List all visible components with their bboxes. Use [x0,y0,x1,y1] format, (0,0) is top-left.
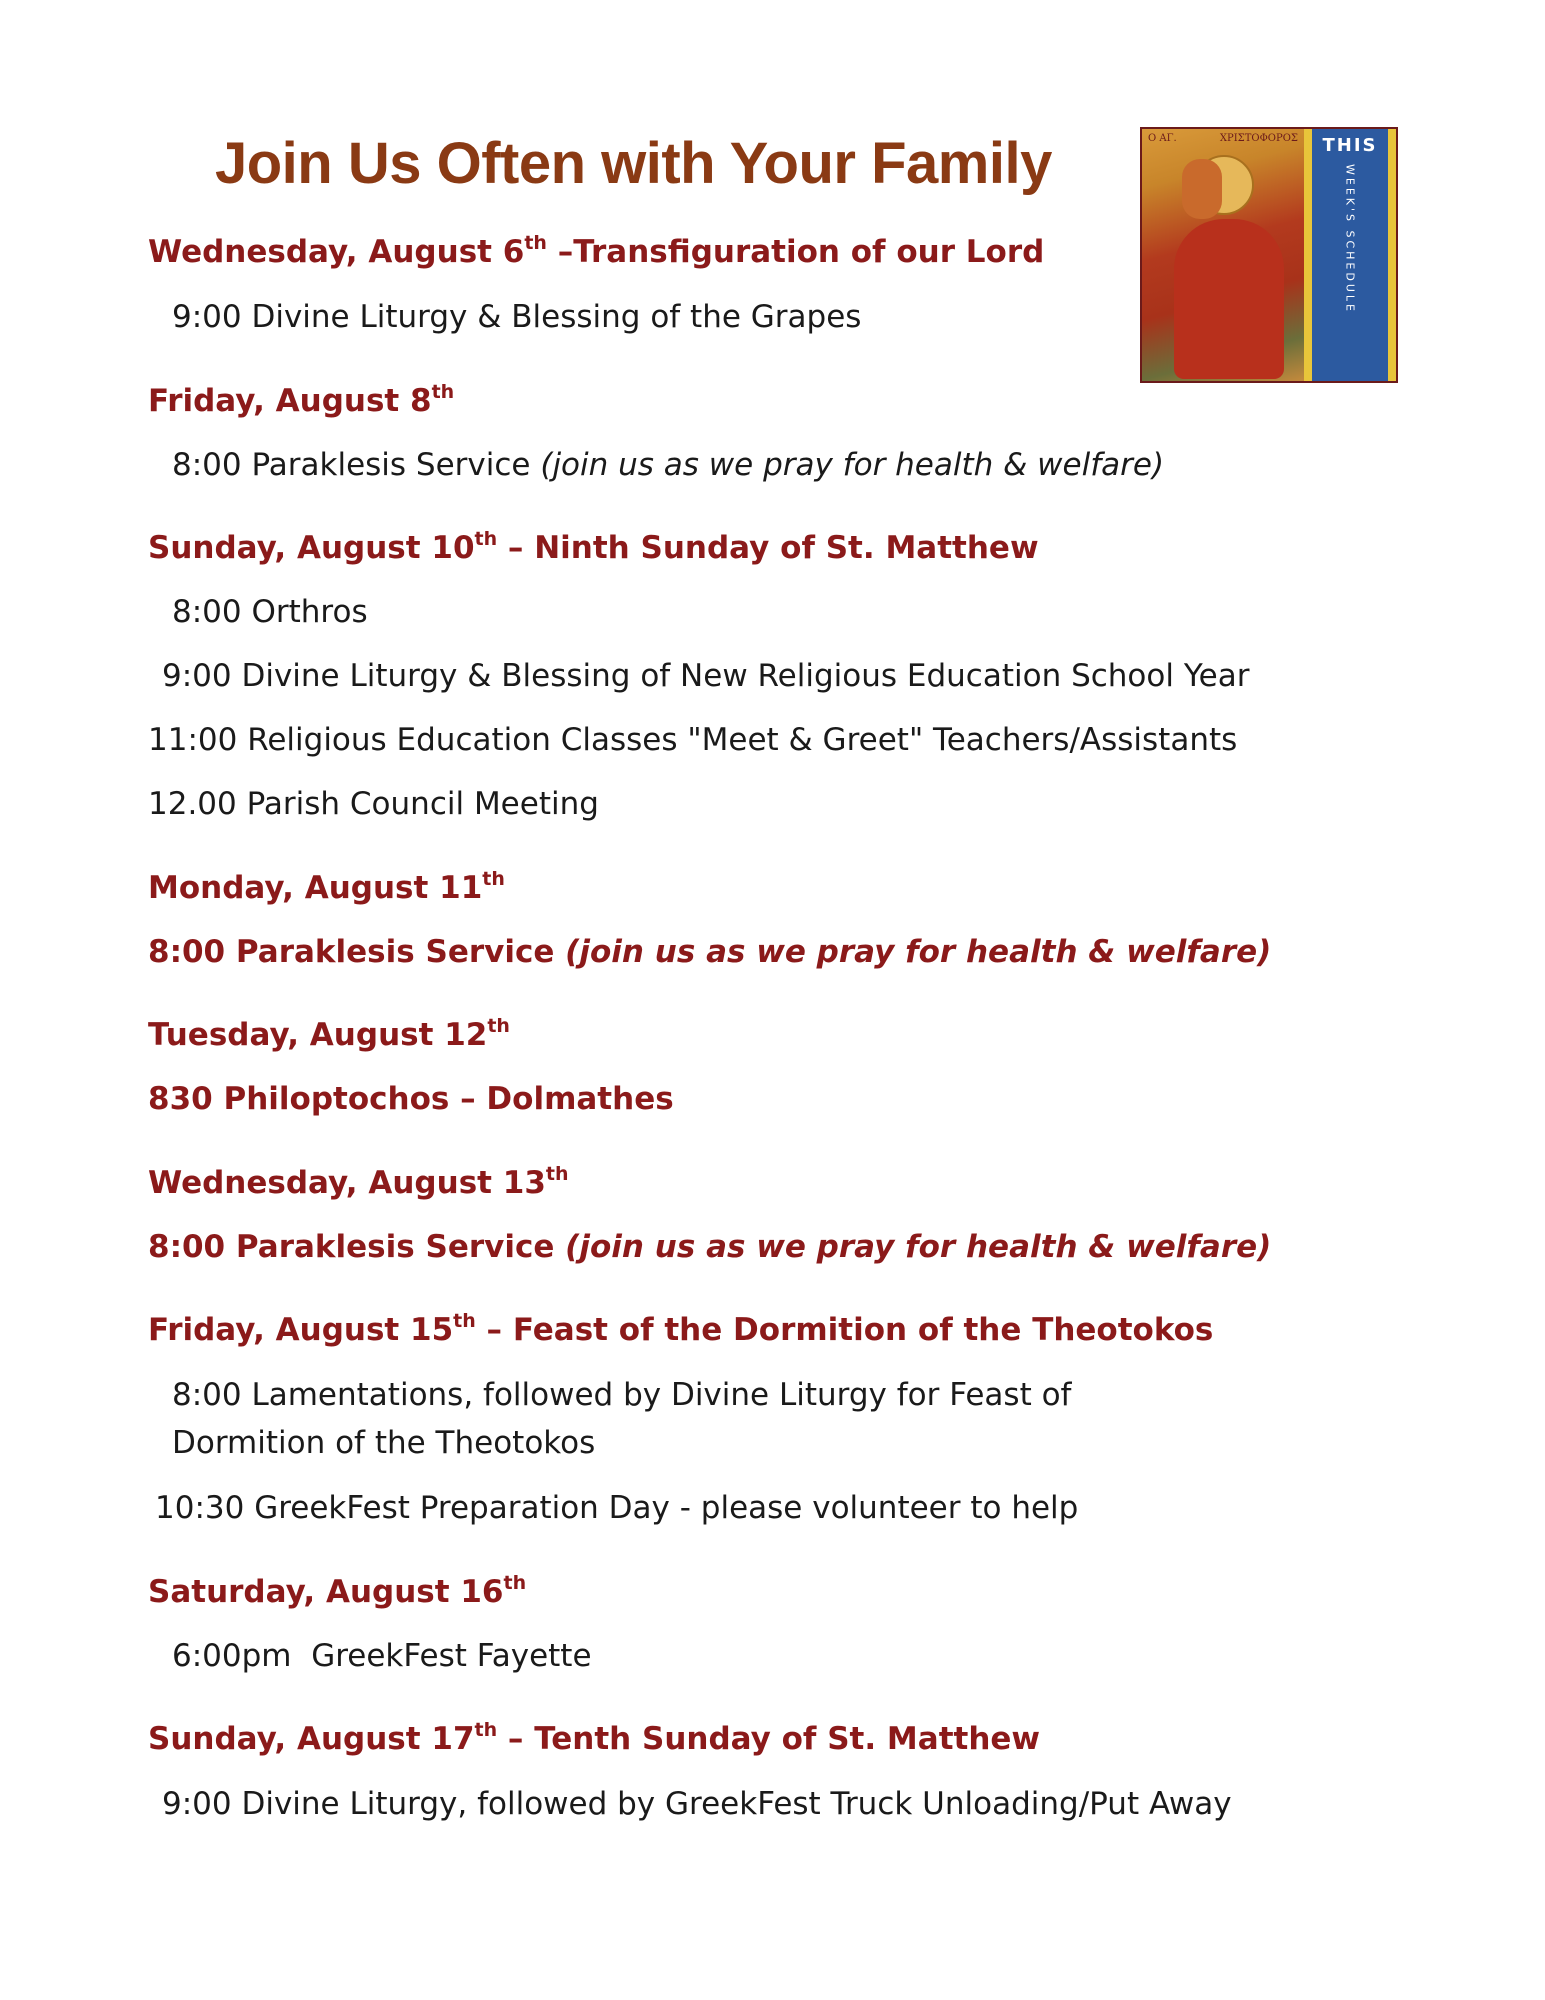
schedule-item: 8:00 Paraklesis Service (join us as we pray for health & welfare) [148,1229,1272,1265]
day-header: Monday, August 11th [148,868,505,906]
page-title: Join Us Often with Your Family [215,131,1052,196]
day-header: Saturday, August 16th [148,1572,527,1610]
badge-this: THIS [1322,135,1378,156]
saint-icon-image [1142,129,1304,381]
day-header: Sunday, August 10th – Ninth Sunday of St. Matthew [148,528,1039,566]
schedule-item: 8:00 Lamentations, followed by Divine Liturgy for Feast of [172,1377,1072,1413]
schedule-item: 830 Philoptochos – Dolmathes [148,1081,674,1117]
day-header: Friday, August 15th – Feast of the Dormition of the Theotokos [148,1310,1214,1348]
day-header: Sunday, August 17th – Tenth Sunday of St. Matthew [148,1719,1041,1757]
badge-label [1312,129,1388,381]
schedule-item: 9:00 Divine Liturgy & Blessing of the Grapes [172,299,862,335]
schedule-item: 12.00 Parish Council Meeting [148,786,599,822]
schedule-item: 11:00 Religious Education Classes "Meet & Greet" Teachers/Assistants [148,722,1238,758]
schedule-item: 9:00 Divine Liturgy & Blessing of New Religious Education School Year [162,658,1250,694]
schedule-item: 8:00 Paraklesis Service (join us as we pray for health & welfare) [148,934,1272,970]
day-header: Tuesday, August 12th [148,1015,510,1053]
schedule-item: 9:00 Divine Liturgy, followed by GreekFest Truck Unloading/Put Away [162,1786,1232,1822]
weekly-schedule-badge [1140,127,1398,383]
schedule-item: 10:30 GreekFest Preparation Day - please volunteer to help [155,1490,1079,1526]
day-header: Wednesday, August 13th [148,1163,569,1201]
schedule-item: Dormition of the Theotokos [172,1425,596,1461]
schedule-item: 8:00 Orthros [172,594,368,630]
day-header: Friday, August 8th [148,381,455,419]
schedule-item: 6:00pm GreekFest Fayette [172,1638,592,1674]
schedule-item: 8:00 Paraklesis Service (join us as we pray for health & welfare) [172,447,1165,483]
badge-schedule: WEEK'S SCHEDULE [1343,164,1357,314]
icon-caption-right: ΧΡΙΣΤΟΦΟΡΟΣ [1219,133,1298,144]
icon-caption-left: Ο ΑΓ. [1148,133,1177,144]
day-header: Wednesday, August 6th –Transfiguration of our Lord [148,232,1045,270]
